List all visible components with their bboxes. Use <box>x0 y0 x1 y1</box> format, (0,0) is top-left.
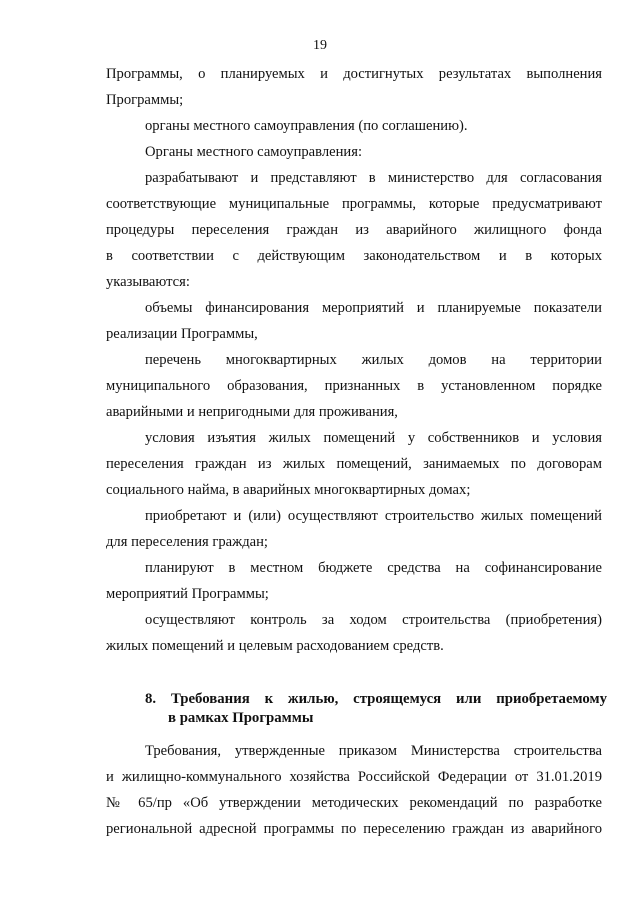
text-line: мероприятий Программы; <box>106 586 269 602</box>
section-heading <box>145 690 607 728</box>
text-line: реализации Программы, <box>106 326 258 342</box>
text-line: указываются: <box>106 274 190 290</box>
text-line: в соответствии с действующим законодательством и в которых <box>106 248 602 264</box>
text-line: планируют в местном бюджете средства на софинансирование <box>145 560 602 576</box>
section-heading-line-2: в рамках Программы <box>168 710 314 726</box>
text-line: социального найма, в аварийных многоквартирных домах; <box>106 482 471 498</box>
text-line: объемы финансирования мероприятий и планируемые показатели <box>145 300 602 316</box>
text-line: аварийными и непригодными для проживания, <box>106 404 398 420</box>
text-line: процедуры переселения граждан из аварийного жилищного фонда <box>106 222 602 238</box>
text-line: разрабатывают и представляют в министерство для согласования <box>145 170 602 186</box>
text-line: приобретают и (или) осуществляют строительство жилых помещений <box>145 508 602 524</box>
text-line: условия изъятия жилых помещений у собственников и условия <box>145 430 602 446</box>
text-line: муниципального образования, признанных в установленном порядке <box>106 378 602 394</box>
text-line: осуществляют контроль за ходом строительства (приобретения) <box>145 612 602 628</box>
page-number: 19 <box>313 38 327 53</box>
text-line: Программы, о планируемых и достигнутых результатах выполнения <box>106 66 602 82</box>
text-line: жилых помещений и целевым расходованием средств. <box>106 638 444 654</box>
text-line: перечень многоквартирных жилых домов на территории <box>145 352 602 368</box>
text-line: Программы; <box>106 92 184 108</box>
text-line: переселения граждан из жилых помещений, занимаемых по договорам <box>106 456 602 472</box>
text-line: органы местного самоуправления (по соглашению). <box>145 118 468 134</box>
text-line: Органы местного самоуправления: <box>145 144 363 160</box>
text-line: Требования, утвержденные приказом Министерства строительства <box>145 743 602 759</box>
text-line: соответствующие муниципальные программы, которые предусматривают <box>106 196 602 212</box>
text-line: для переселения граждан; <box>106 534 268 550</box>
section-heading-line-1: 8. Требования к жилью, строящемуся или приобретаемому <box>145 691 607 707</box>
text-line: и жилищно-коммунального хозяйства Российской Федерации от 31.01.2019 <box>106 769 602 785</box>
text-line: региональной адресной программы по переселению граждан из аварийного <box>106 821 602 837</box>
text-line: № 65/пр «Об утверждении методических рекомендаций по разработке <box>106 795 602 811</box>
